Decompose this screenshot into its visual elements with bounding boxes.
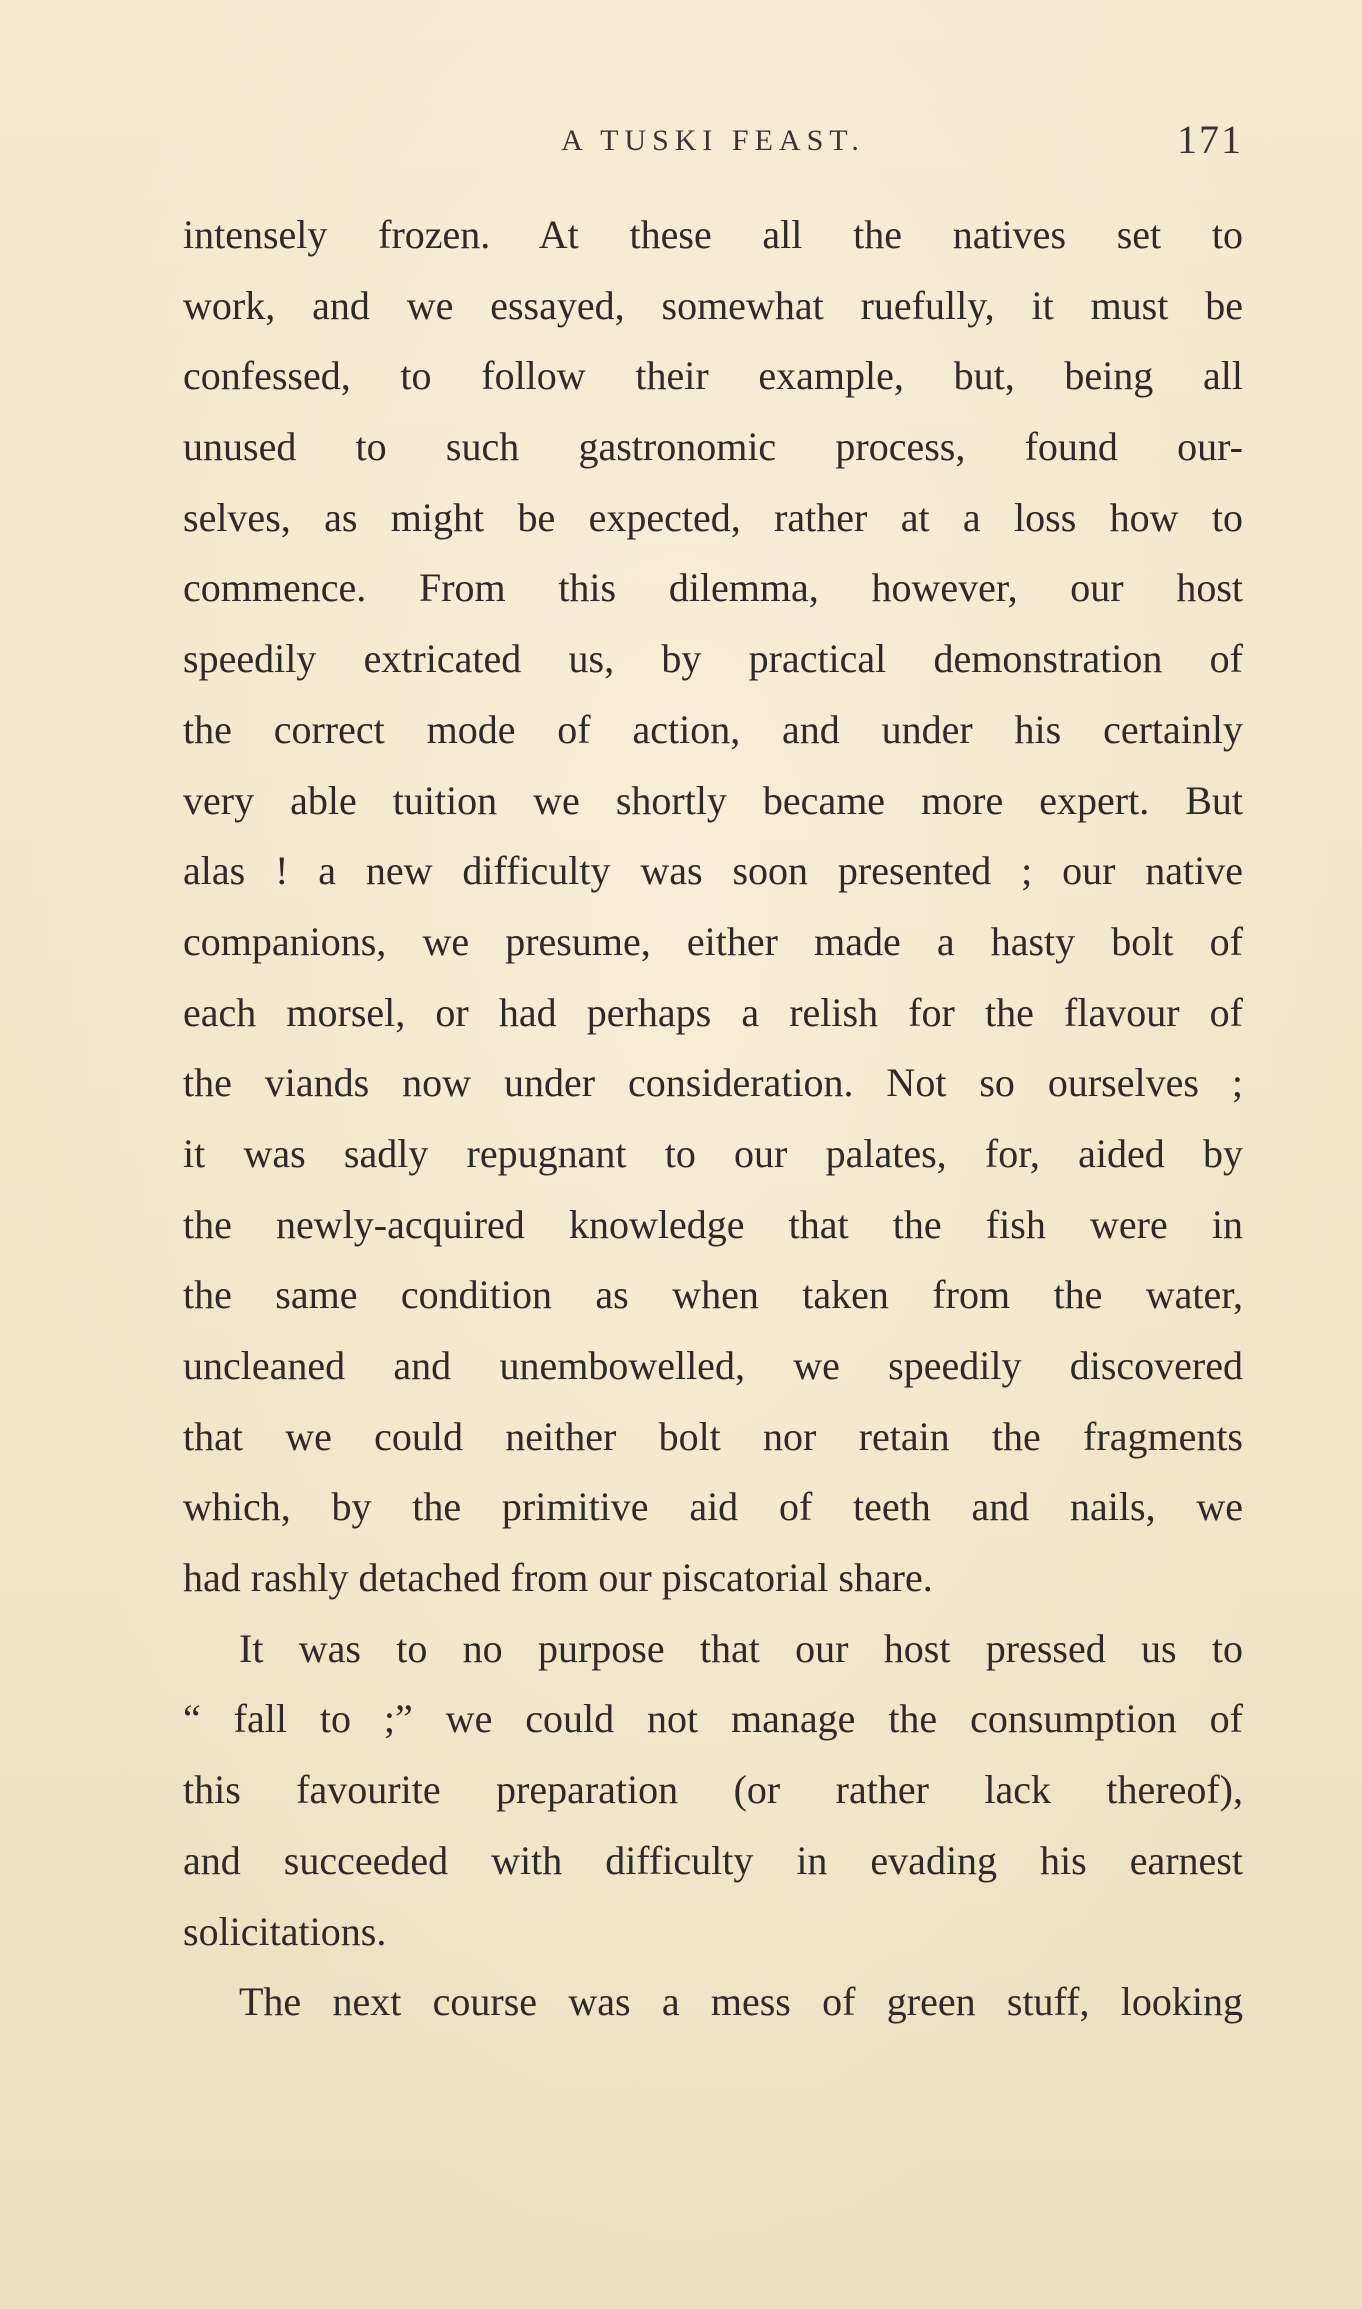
running-header xyxy=(183,112,1243,172)
text-line: very able tuition we shortly became more expert. But xyxy=(183,777,1243,823)
text-line: each morsel, or had perhaps a relish for the flavour of xyxy=(183,989,1243,1035)
text-line: selves, as might be expected, rather at a loss how to xyxy=(183,494,1243,540)
text-line: confessed, to follow their example, but, being all xyxy=(183,353,1243,399)
text-line: commence. From this dilemma, however, our host xyxy=(183,565,1243,611)
text-line: unused to such gastronomic process, found our- xyxy=(183,424,1243,470)
text-line: and succeeded with difficulty in evading his earnest xyxy=(183,1837,1243,1883)
text-line: the same condition as when taken from the water, xyxy=(183,1272,1243,1318)
text-line: which, by the primitive aid of teeth and nails, we xyxy=(183,1484,1243,1530)
text-line: it was sadly repugnant to our palates, for, aided by xyxy=(183,1130,1243,1176)
text-line: alas ! a new difficulty was soon presented ; our native xyxy=(183,848,1243,894)
text-line: companions, we presume, either made a hasty bolt of xyxy=(183,918,1243,964)
paragraph-end-line: had rashly detached from our piscatorial share. xyxy=(183,1555,933,1601)
text-line: “ fall to ;” we could not manage the consumption of xyxy=(183,1696,1243,1742)
paragraph-start-line: The next course was a mess of green stuff, looking xyxy=(239,1979,1243,2025)
paragraph-start-line: It was to no purpose that our host pressed us to xyxy=(239,1625,1243,1671)
text-line: speedily extricated us, by practical demonstration of xyxy=(183,636,1243,682)
page-number: 171 xyxy=(1177,117,1243,162)
text-line: the correct mode of action, and under his certainly xyxy=(183,706,1243,752)
text-line: work, and we essayed, somewhat ruefully, it must be xyxy=(183,282,1243,328)
text-line: the newly-acquired knowledge that the fish were in xyxy=(183,1201,1243,1247)
text-line: intensely frozen. At these all the natives set to xyxy=(183,212,1243,257)
text-line: the viands now under consideration. Not so ourselves ; xyxy=(183,1060,1243,1106)
running-title: A TUSKI FEAST. xyxy=(561,124,865,157)
text-line: this favourite preparation (or rather lack thereof), xyxy=(183,1767,1243,1813)
body-text xyxy=(183,200,1243,2038)
text-line: uncleaned and unembowelled, we speedily discovered xyxy=(183,1343,1243,1388)
text-line: that we could neither bolt nor retain the fragments xyxy=(183,1413,1243,1459)
paragraph-end-line: solicitations. xyxy=(183,1908,387,1954)
